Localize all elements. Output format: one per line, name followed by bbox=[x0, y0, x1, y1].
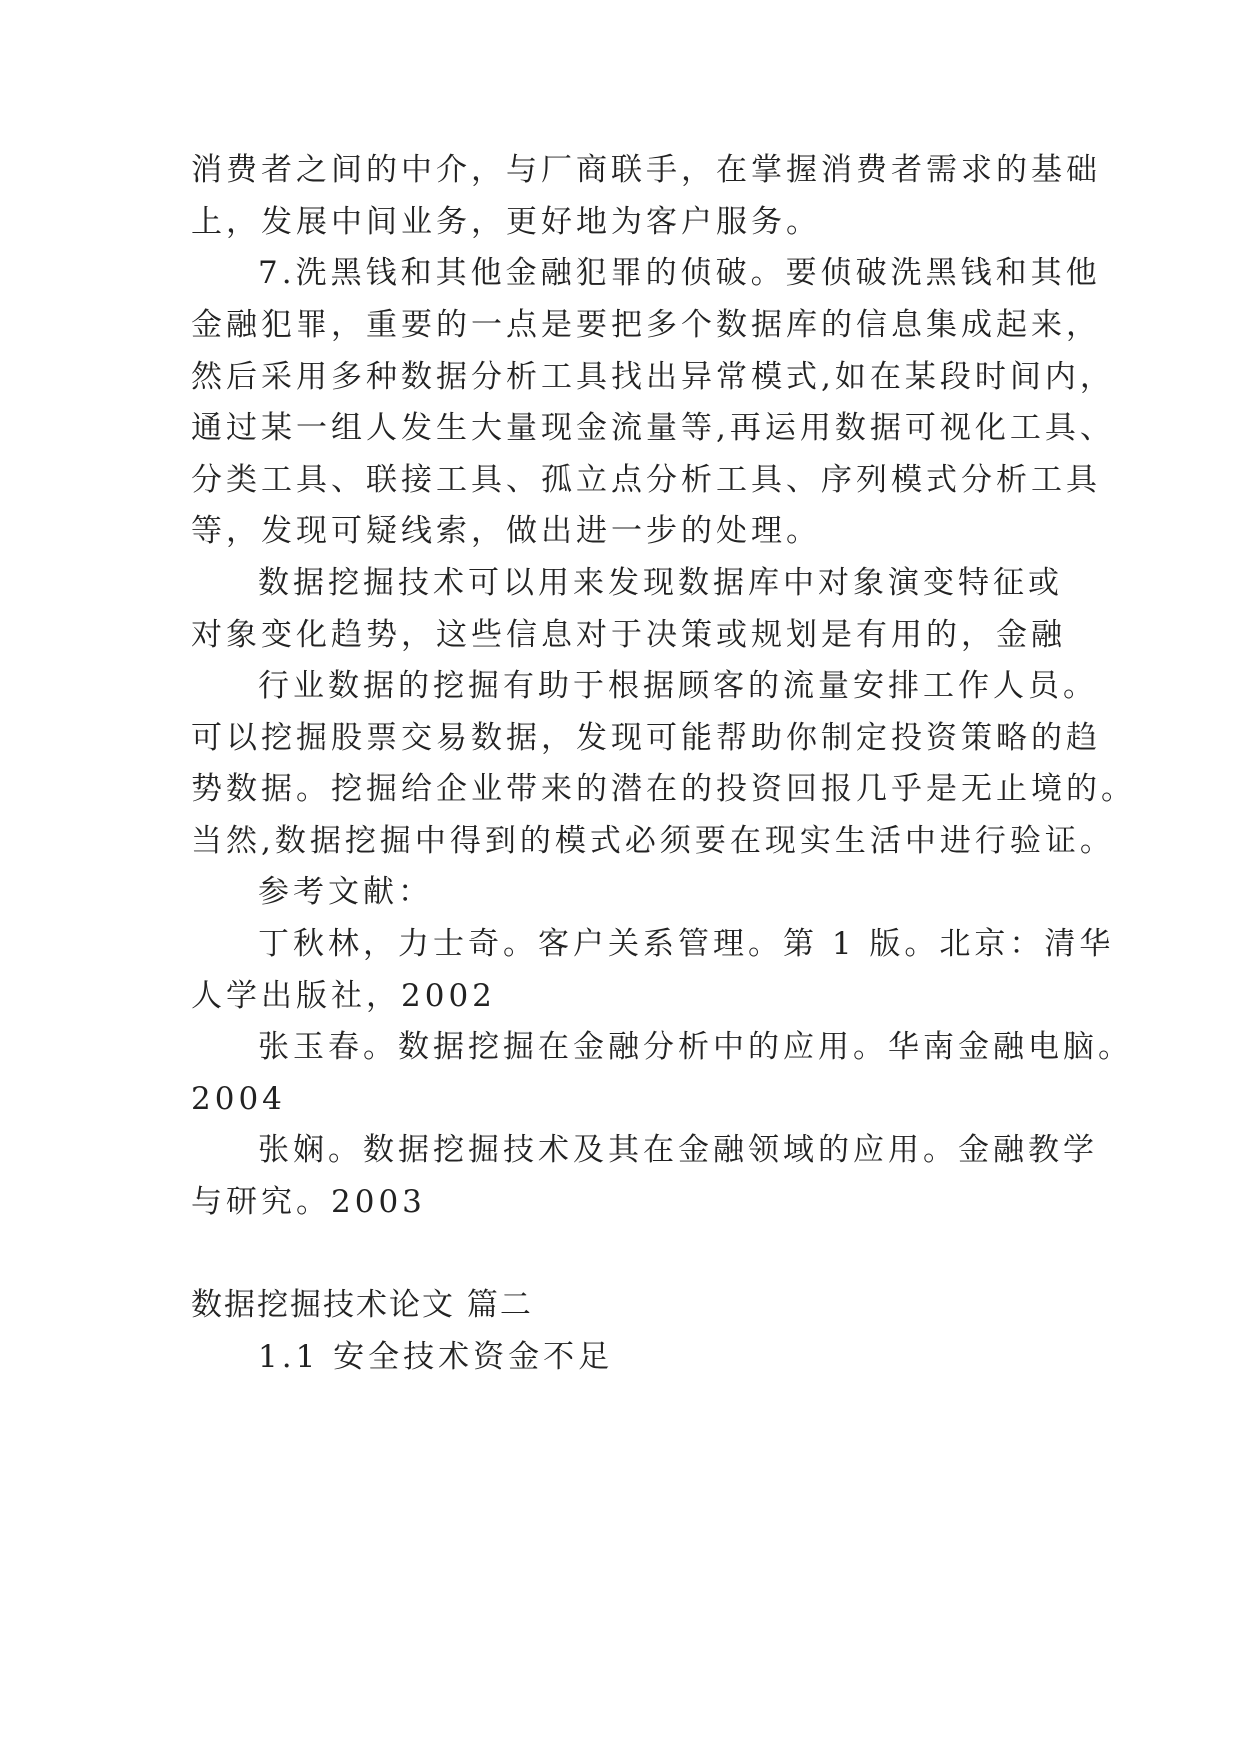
reference-line: 人学出版社，2002 bbox=[191, 978, 496, 1014]
section-title: 数据挖掘技术论文 篇二 bbox=[191, 1287, 533, 1323]
references-heading: 参考文献： bbox=[258, 874, 433, 910]
paragraph-line: 消费者之间的中介，与厂商联手，在掌握消费者需求的基础 bbox=[191, 152, 1101, 188]
reference-line: 张娴。数据挖掘技术及其在金融领域的应用。金融教学 bbox=[258, 1132, 1098, 1168]
paragraph-line: 对象变化趋势，这些信息对于决策或规划是有用的，金融 bbox=[191, 617, 1066, 653]
paragraph-line: 行业数据的挖掘有助于根据顾客的流量安排工作人员。 bbox=[258, 668, 1098, 704]
reference-line: 张玉春。数据挖掘在金融分析中的应用。华南金融电脑。 bbox=[258, 1029, 1133, 1065]
reference-line: 丁秋林，力士奇。客户关系管理。第 1 版。北京：清华 bbox=[258, 926, 1115, 962]
paragraph-line: 金融犯罪，重要的一点是要把多个数据库的信息集成起来， bbox=[191, 307, 1101, 343]
paragraph-line: 通过某一组人发生大量现金流量等,再运用数据可视化工具、 bbox=[191, 410, 1115, 446]
paragraph-line: 7.洗黑钱和其他金融犯罪的侦破。要侦破洗黑钱和其他 bbox=[258, 255, 1101, 291]
paragraph-line: 然后采用多种数据分析工具找出异常模式,如在某段时间内， bbox=[191, 359, 1115, 395]
paragraph-line: 势数据。挖掘给企业带来的潜在的投资回报几乎是无止境的。 bbox=[191, 771, 1136, 807]
paragraph-line: 数据挖掘技术可以用来发现数据库中对象演变特征或 bbox=[258, 565, 1063, 601]
reference-line: 2004 bbox=[191, 1081, 286, 1117]
paragraph-line: 分类工具、联接工具、孤立点分析工具、序列模式分析工具 bbox=[191, 462, 1101, 498]
reference-line: 与研究。2003 bbox=[191, 1184, 426, 1220]
section-subheading: 1.1 安全技术资金不足 bbox=[258, 1339, 614, 1375]
paragraph-line: 上，发展中间业务，更好地为客户服务。 bbox=[191, 204, 821, 240]
paragraph-line: 当然,数据挖掘中得到的模式必须要在现实生活中进行验证。 bbox=[191, 823, 1115, 859]
paragraph-line: 等，发现可疑线索，做出进一步的处理。 bbox=[191, 513, 821, 549]
paragraph-line: 可以挖掘股票交易数据，发现可能帮助你制定投资策略的趋 bbox=[191, 720, 1101, 756]
